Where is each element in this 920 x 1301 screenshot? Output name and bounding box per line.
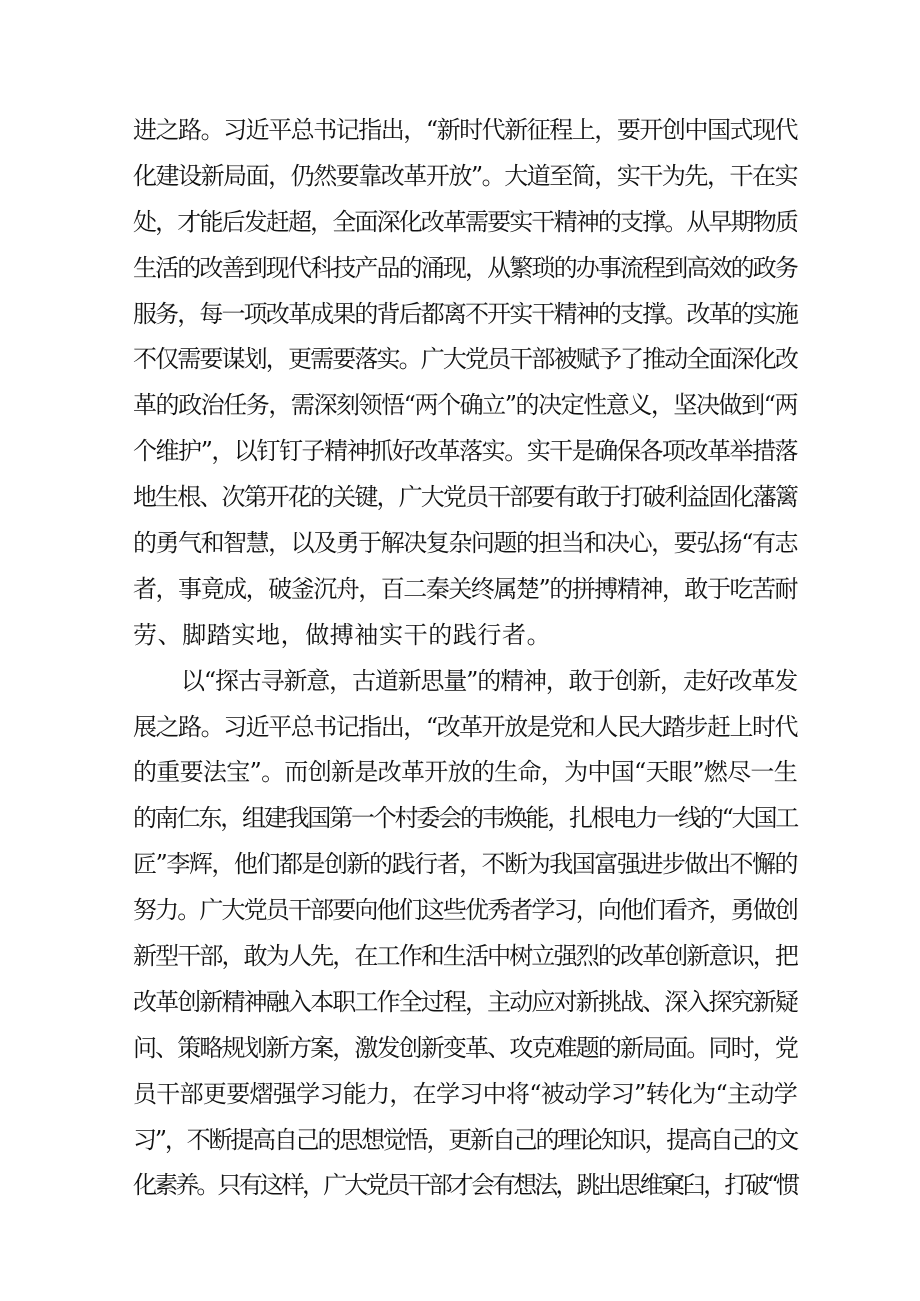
text-line: 习”，不断提高自己的思想觉悟，更新自己的理论知识，提高自己的文 xyxy=(133,1125,797,1154)
text-line: 化建设新局面，仍然要靠改革开放”。大道至简，实干为先，干在实 xyxy=(133,161,797,190)
text-line: 以“探古寻新意，古道新思量”的精神，敢于创新，走好改革发 xyxy=(181,666,797,695)
text-line: 的重要法宝”。而创新是改革开放的生命，为中国“天眼”燃尽一生 xyxy=(133,758,797,787)
text-line: 化素养。只有这样，广大党员干部才会有想法，跳出思维窠臼，打破“惯 xyxy=(133,1171,797,1200)
text-line: 进之路。习近平总书记指出，“新时代新征程上，要开创中国式现代 xyxy=(133,116,797,144)
text-line: 劳、脚踏实地，做搏袖实干的践行者。 xyxy=(133,620,552,649)
text-line: 的勇气和智慧，以及勇于解决复杂问题的担当和决心，要弘扬“有志 xyxy=(133,529,797,558)
paragraph-2 xyxy=(133,659,797,1210)
text-line: 展之路。习近平总书记指出，“改革开放是党和人民大踏步赶上时代 xyxy=(133,712,797,741)
text-line: 员干部更要熠强学习能力，在学习中将“被动学习”转化为“主动学 xyxy=(133,1079,797,1108)
text-line: 努力。广大党员干部要向他们这些优秀者学习，向他们看齐，勇做创 xyxy=(133,896,797,925)
text-line: 革的政治任务，需深刻领悟“两个确立”的决定性意义，坚决做到“两 xyxy=(133,391,797,420)
paragraph-1 xyxy=(133,108,797,659)
text-line: 服务，每一项改革成果的背后都离不开实干精神的支撑。改革的实施 xyxy=(133,299,797,328)
text-line: 生活的改善到现代科技产品的涌现，从繁琐的办事流程到高效的政务 xyxy=(133,253,797,282)
text-line: 的南仁东，组建我国第一个村委会的韦焕能，扎根电力一线的“大国工 xyxy=(133,804,797,833)
text-line: 改革创新精神融入本职工作全过程，主动应对新挑战、深入探究新疑 xyxy=(133,987,797,1016)
text-line: 处，才能后发赶超，全面深化改革需要实干精神的支撑。从早期物质 xyxy=(133,207,797,236)
text-line: 个维护”，以钉钉子精神抓好改革落实。实干是确保各项改革举措落 xyxy=(133,437,797,466)
text-line: 不仅需要谋划，更需要落实。广大党员干部被赋予了推动全面深化改 xyxy=(133,345,797,374)
text-line: 地生根、次第开花的关键，广大党员干部要有敢于打破利益固化藩篱 xyxy=(133,483,797,512)
text-line: 者，事竟成，破釜沉舟，百二秦关终属楚”的拼搏精神，敢于吃苦耐 xyxy=(133,574,797,603)
document-body xyxy=(133,108,797,1209)
text-line: 匠”李辉，他们都是创新的践行者，不断为我国富强进步做出不懈的 xyxy=(133,850,797,879)
text-line: 新型干部，敢为人先，在工作和生活中树立强烈的改革创新意识，把 xyxy=(133,942,797,971)
text-line: 问、策略规划新方案，激发创新变革、攻克难题的新局面。同时，党 xyxy=(133,1033,797,1062)
